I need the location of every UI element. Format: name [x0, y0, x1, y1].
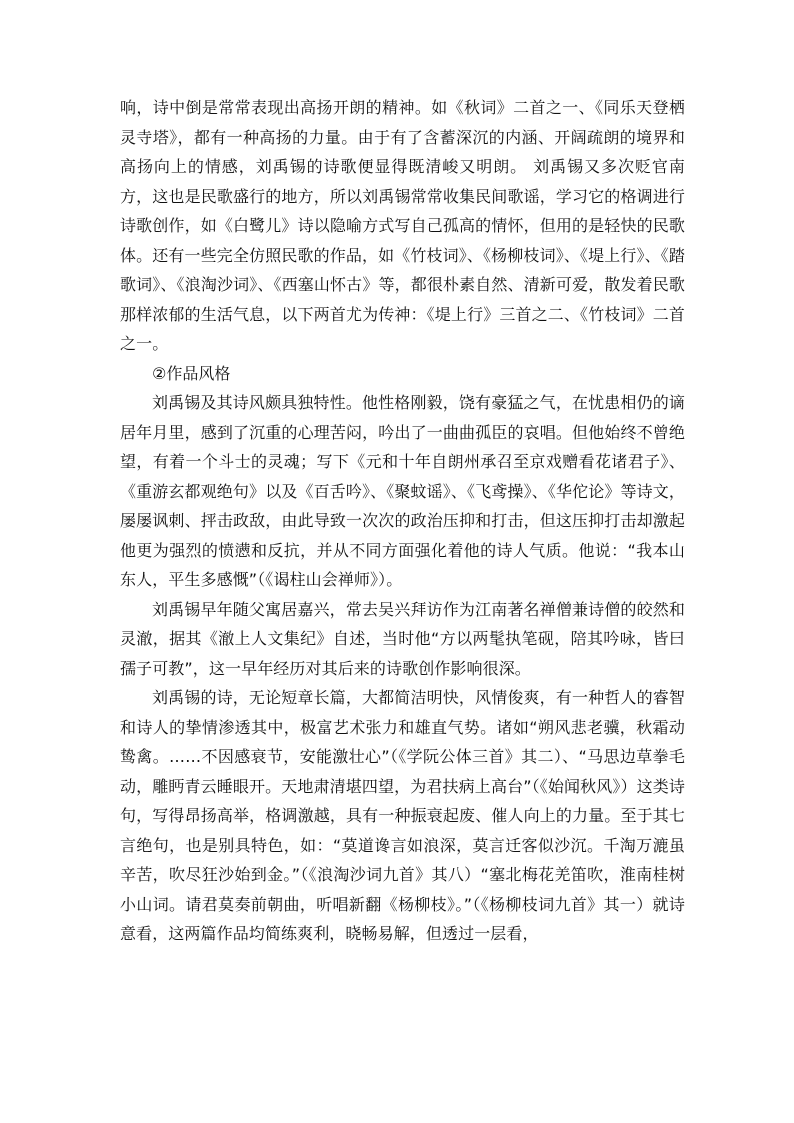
paragraph-poetry-features: 刘禹锡的诗，无论短章长篇，大都简洁明快，风情俊爽，有一种哲人的睿智和诗人的挚情渗透其中，极富艺术张力和雄直气势。诸如“朔风悲老骥，秋霜动鸷禽。……不因感衰节，安能激壮心”（《学阮公体三首》其二）、“马思边草拳毛动，雕眄青云睡眼开。天地肃清堪四望，为君扶病上高台”（《始闻秋风》）这类诗句，写得昂扬高举，格调激越，具有一种振衰起废、催人向上的力量。至于其七言绝句，也是别具特色，如：“莫道谗言如浪深，莫言迁客似沙沉。千淘万漉虽辛苦，吹尽狂沙始到金。”（《浪淘沙词九首》其八）“塞北梅花羌笛吹，淮南桂树小山词。请君莫奏前朝曲，听唱新翻《杨柳枝》。”（《杨柳枝词九首》其一）就诗意看，这两篇作品均简练爽利，晓畅易解，但透过一层看， — [120, 688, 685, 943]
paragraph-intro-continuation: 响，诗中倒是常常表现出高扬开朗的精神。如《秋词》二首之一、《同乐天登栖灵寺塔》，都有一种高扬的力量。由于有了含蓄深沉的内涵、开阔疏朗的境界和高扬向上的情感，刘禹锡的诗歌便显得既清峻又明朗。 刘禹锡又多次贬官南方，这也是民歌盛行的地方，所以刘禹锡常常收集民间歌谣，学习它的格调进行诗歌创作，如《白鹭儿》诗以隐喻方式写自己孤高的情怀，但用的是轻快的民歌体。还有一些完全仿照民歌的作品，如《竹枝词》、《杨柳枝词》、《堤上行》、《踏歌词》、《浪淘沙词》、《西塞山怀古》等，都很朴素自然、清新可爱，散发着民歌那样浓郁的生活气息，以下两首尤为传神：《堤上行》三首之二、《竹枝词》二首之一。 — [120, 98, 685, 353]
section-heading-style: ②作品风格 — [152, 363, 231, 383]
paragraph-early-life: 刘禹锡早年随父寓居嘉兴，常去吴兴拜访作为江南著名禅僧兼诗僧的皎然和灵澈，据其《澈上人文集纪》自述，当时他“方以两髦执笔砚，陪其吟咏，皆曰孺子可教”，这一早年经历对其后来的诗歌创作影响很深。 — [120, 599, 685, 678]
document-page — [120, 93, 685, 949]
paragraph-style-character: 刘禹锡及其诗风颇具独特性。他性格刚毅，饶有豪猛之气，在忧患相仍的谪居年月里，感到了沉重的心理苦闷，吟出了一曲曲孤臣的哀唱。但他始终不曾绝望，有着一个斗士的灵魂；写下《元和十年自朗州承召至京戏赠看花诸君子》、《重游玄都观绝句》以及《百舌吟》、《聚蚊谣》、《飞鸢操》、《华佗论》等诗文，屡屡讽刺、抨击政敌，由此导致一次次的政治压抑和打击，但这压抑打击却激起他更为强烈的愤懑和反抗，并从不同方面强化着他的诗人气质。他说：“我本山东人，平生多感慨”（《谒柱山会禅师》）。 — [120, 393, 685, 589]
